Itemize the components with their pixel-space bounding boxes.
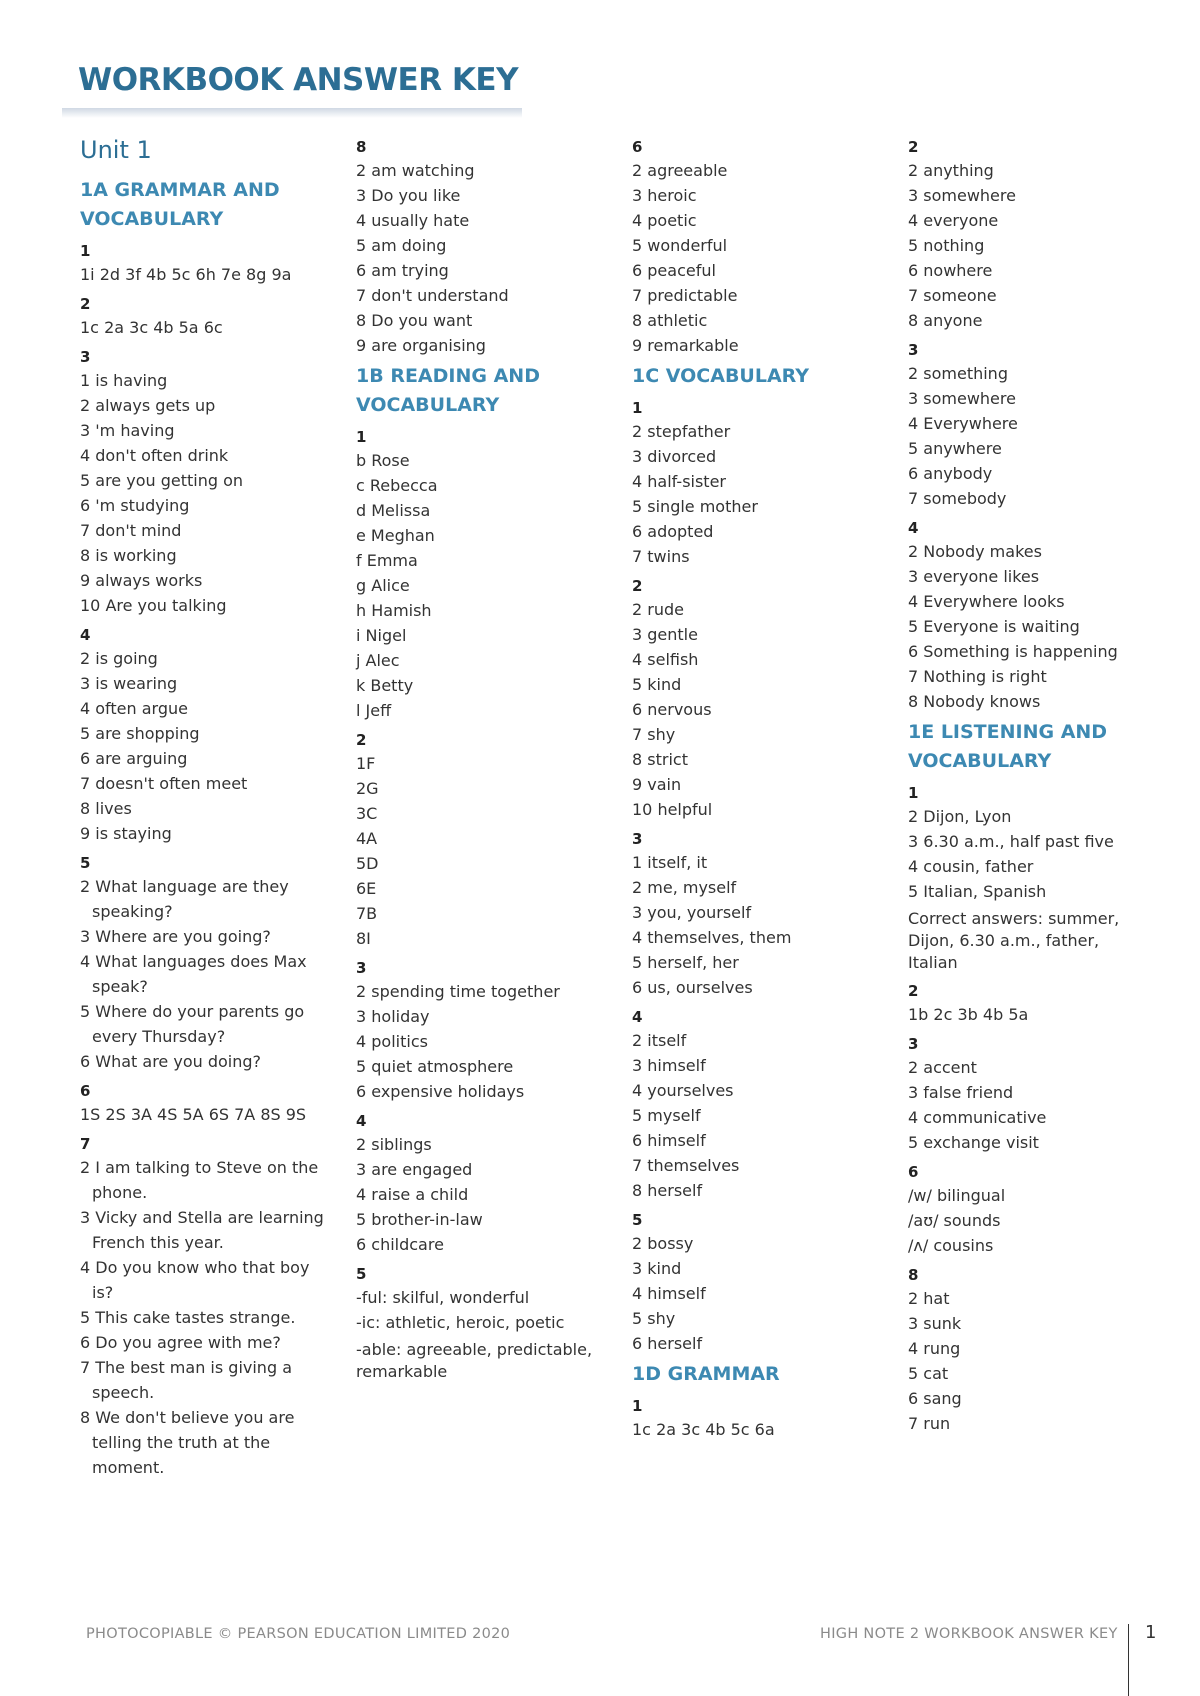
answer-line: 9 always works [80,571,203,590]
exercise-number: 2 [356,731,367,749]
exercise-number: 1 [632,399,643,417]
answer-line: 10 Are you talking [80,596,227,615]
exercise-number: 1 [80,242,91,260]
answer-line: 3 somewhere [908,186,1016,205]
answer-line: 5 myself [632,1106,701,1125]
answer-line: 7 Nothing is right [908,667,1047,686]
exercise-number: 3 [632,830,643,848]
answer-line: 2 siblings [356,1135,432,1154]
exercise-number: 7 [80,1135,91,1153]
answer-line: 6 am trying [356,261,449,280]
answer-line: 1 itself, it [632,853,708,872]
answer-line: 6 us, ourselves [632,978,753,997]
answer-line: 4 communicative [908,1108,1047,1127]
answer-line: 6 anybody [908,464,993,483]
title-underline [62,108,522,118]
answer-line: 3 divorced [632,447,717,466]
answer-line: 6 sang [908,1389,962,1408]
exercise-number: 2 [80,295,91,313]
answer-line: 6 expensive holidays [356,1082,525,1101]
exercise-number: 4 [632,1008,643,1026]
answer-line: 8 strict [632,750,688,769]
answer-line: 7 themselves [632,1156,740,1175]
exercise-number: 6 [908,1163,919,1181]
exercise-number: 4 [356,1112,367,1130]
answer-line: 5 This cake tastes strange. [80,1308,296,1327]
answer-line: 2 stepfather [632,422,731,441]
answer-line: 9 vain [632,775,682,794]
answer-line: 2 rude [632,600,684,619]
answer-line: 4 poetic [632,211,697,230]
answer-line: 7 The best man is giving a speech. [80,1358,292,1402]
section-heading: 1A GRAMMAR AND VOCABULARY [80,179,280,230]
answer-line: 2 hat [908,1289,950,1308]
answer-line: /aʊ/ sounds [908,1211,1001,1230]
answer-line: 2 something [908,364,1008,383]
answer-line: 7 run [908,1414,951,1433]
answer-line: 6 Do you agree with me? [80,1333,281,1352]
answer-line: 6 Something is happening [908,642,1118,661]
exercise-number: 2 [908,982,919,1000]
answer-line: 6 himself [632,1131,706,1150]
exercise-number: 8 [356,138,367,156]
answer-line: 4 raise a child [356,1185,469,1204]
answer-line: 7 someone [908,286,997,305]
answer-line: 3 are engaged [356,1160,473,1179]
answer-line: 4 yourselves [632,1081,734,1100]
answer-line: 4 half-sister [632,472,726,491]
answer-line: 3 somewhere [908,389,1016,408]
answer-line: 9 are organising [356,336,486,355]
answer-line: 7 don't mind [80,521,182,540]
answer-line: 8 Nobody knows [908,692,1041,711]
answer-line: 6 peaceful [632,261,716,280]
answer-line: 2 anything [908,161,994,180]
answer-line: l Jeff [356,701,392,720]
exercise-number: 2 [632,577,643,595]
exercise-number: 1 [632,1397,643,1415]
answer-line: 3C [356,804,378,823]
answer-line: 6 childcare [356,1235,444,1254]
answer-line: 4 himself [632,1284,706,1303]
answer-line: b Rose [356,451,410,470]
answer-line: 8 anyone [908,311,983,330]
answer-line: /ʌ/ cousins [908,1236,994,1255]
answer-line: 5 am doing [356,236,447,255]
unit-heading: Unit 1 [80,136,152,164]
exercise-number: 6 [632,138,643,156]
page-number: 1 [1145,1622,1157,1643]
answer-note: Correct answers: summer, Dijon, 6.30 a.m., father, Italian [908,909,1120,972]
answer-line: 1c 2a 3c 4b 5a 6c [80,318,223,337]
answer-line: 6E [356,879,377,898]
answer-line: e Meghan [356,526,435,545]
answer-line: 2 I am talking to Steve on the phone. [80,1158,319,1202]
answer-line: 3 gentle [632,625,698,644]
answer-line: 8 is working [80,546,177,565]
answer-line: 3 everyone likes [908,567,1040,586]
answer-line: 5D [356,854,379,873]
answer-line: 1S 2S 3A 4S 5A 6S 7A 8S 9S [80,1105,307,1124]
answer-line: 2 itself [632,1031,687,1050]
answer-line: 4 cousin, father [908,857,1034,876]
answer-line: 5 kind [632,675,682,694]
answer-line: 1i 2d 3f 4b 5c 6h 7e 8g 9a [80,265,292,284]
answer-line: 3 Where are you going? [80,927,271,946]
answer-line: 6 herself [632,1334,703,1353]
answer-line: 4 usually hate [356,211,470,230]
answer-line: 1c 2a 3c 4b 5c 6a [632,1420,775,1439]
exercise-number: 5 [356,1265,367,1283]
answer-line: 6 nowhere [908,261,993,280]
column-3 [632,130,877,1442]
answer-line: 4 Everywhere [908,414,1018,433]
answer-line: 3 heroic [632,186,697,205]
answer-line: 7B [356,904,378,923]
column-2 [356,130,601,1385]
answer-line: 4 selfish [632,650,699,669]
answer-line: -ful: skilful, wonderful [356,1288,530,1307]
answer-line: 3 false friend [908,1083,1014,1102]
answer-line: 5 single mother [632,497,758,516]
answer-line: 5 nothing [908,236,985,255]
answer-line: 2 always gets up [80,396,216,415]
exercise-number: 2 [908,138,919,156]
answer-line: c Rebecca [356,476,438,495]
answer-line: 8 herself [632,1181,703,1200]
answer-line: f Emma [356,551,418,570]
exercise-number: 5 [80,854,91,872]
answer-line: 5 Italian, Spanish [908,882,1047,901]
answer-line: 5 wonderful [632,236,728,255]
answer-line: 3 himself [632,1056,706,1075]
answer-line: h Hamish [356,601,432,620]
answer-line: 5 quiet atmosphere [356,1057,514,1076]
exercise-number: 3 [80,348,91,366]
answer-line: 4 often argue [80,699,188,718]
answer-line: 2 Dijon, Lyon [908,807,1012,826]
answer-line: 5 shy [632,1309,676,1328]
answer-line: 9 is staying [80,824,172,843]
answer-line: 6 What are you doing? [80,1052,262,1071]
answer-line: 8I [356,929,371,948]
answer-line: 3 holiday [356,1007,430,1026]
answer-line: 8 lives [80,799,132,818]
answer-line: 7 predictable [632,286,738,305]
answer-line: 3 kind [632,1259,682,1278]
answer-line: d Melissa [356,501,431,520]
answer-line: 4 themselves, them [632,928,792,947]
answer-line: 2 What language are they speaking? [80,877,289,921]
answer-note: -able: agreeable, predictable, remarkable [356,1340,593,1381]
exercise-number: 1 [908,784,919,802]
answer-line: 2 am watching [356,161,475,180]
answer-line: 5 anywhere [908,439,1002,458]
answer-line: 4 What languages does Max speak? [80,952,307,996]
answer-line: 4 everyone [908,211,999,230]
answer-line: 8 athletic [632,311,708,330]
answer-line: 2G [356,779,379,798]
answer-line: 1b 2c 3b 4b 5a [908,1005,1029,1024]
answer-line: 4A [356,829,378,848]
answer-line: 5 are shopping [80,724,200,743]
answer-line: 2 is going [80,649,158,668]
answer-line: 7 somebody [908,489,1007,508]
answer-line: 7 don't understand [356,286,509,305]
answer-line: 6 nervous [632,700,712,719]
answer-line: 3 Vicky and Stella are learning French this year. [80,1208,324,1252]
answer-line: 2 spending time together [356,982,560,1001]
answer-line: 5 Everyone is waiting [908,617,1080,636]
answer-line: 7 doesn't often meet [80,774,248,793]
section-heading: 1E LISTENING AND VOCABULARY [908,721,1108,772]
answer-line: 2 me, myself [632,878,737,897]
answer-line: 8 Do you want [356,311,473,330]
answer-line: 7 twins [632,547,690,566]
answer-line: 2 accent [908,1058,977,1077]
column-4 [908,130,1153,1436]
answer-line: g Alice [356,576,410,595]
answer-line: 4 rung [908,1339,961,1358]
footer-book-title: HIGH NOTE 2 WORKBOOK ANSWER KEY [820,1626,1118,1642]
answer-line: k Betty [356,676,414,695]
answer-line: -ic: athletic, heroic, poetic [356,1313,565,1332]
answer-line: 5 are you getting on [80,471,244,490]
answer-line: 4 don't often drink [80,446,229,465]
section-heading: 1D GRAMMAR [632,1363,780,1385]
footer-copyright: PHOTOCOPIABLE © PEARSON EDUCATION LIMITED 2020 [86,1626,511,1642]
page-title: WORKBOOK ANSWER KEY [78,62,519,98]
answer-line: 2 agreeable [632,161,728,180]
answer-line: /w/ bilingual [908,1186,1006,1205]
footer-divider [1128,1624,1129,1696]
exercise-number: 4 [80,626,91,644]
answer-line: 4 Do you know who that boy is? [80,1258,310,1302]
answer-line: i Nigel [356,626,407,645]
answer-line: 10 helpful [632,800,713,819]
answer-line: 1F [356,754,376,773]
section-heading: 1C VOCABULARY [632,365,810,387]
section-heading: 1B READING AND VOCABULARY [356,365,540,416]
answer-line: 6 adopted [632,522,714,541]
answer-line: 3 is wearing [80,674,178,693]
answer-line: 8 We don't believe you are telling the truth at the moment. [80,1408,295,1477]
answer-line: 5 brother-in-law [356,1210,483,1229]
exercise-number: 3 [908,341,919,359]
answer-line: 3 sunk [908,1314,962,1333]
exercise-number: 6 [80,1082,91,1100]
answer-line: j Alec [356,651,400,670]
answer-line: 2 Nobody makes [908,542,1042,561]
answer-line: 5 Where do your parents go every Thursday? [80,1002,305,1046]
answer-line: 3 Do you like [356,186,461,205]
answer-line: 6 'm studying [80,496,190,515]
answer-line: 4 Everywhere looks [908,592,1065,611]
answer-line: 2 bossy [632,1234,694,1253]
answer-line: 4 politics [356,1032,428,1051]
exercise-number: 5 [632,1211,643,1229]
answer-line: 5 exchange visit [908,1133,1039,1152]
answer-line: 3 6.30 a.m., half past five [908,832,1114,851]
exercise-number: 4 [908,519,919,537]
answer-line: 9 remarkable [632,336,739,355]
answer-line: 5 herself, her [632,953,739,972]
answer-line: 3 you, yourself [632,903,752,922]
exercise-number: 8 [908,1266,919,1284]
exercise-number: 3 [356,959,367,977]
answer-line: 7 shy [632,725,676,744]
answer-line: 1 is having [80,371,168,390]
exercise-number: 1 [356,428,367,446]
column-1 [80,130,325,1480]
answer-line: 3 'm having [80,421,175,440]
answer-line: 6 are arguing [80,749,188,768]
answer-line: 5 cat [908,1364,949,1383]
exercise-number: 3 [908,1035,919,1053]
